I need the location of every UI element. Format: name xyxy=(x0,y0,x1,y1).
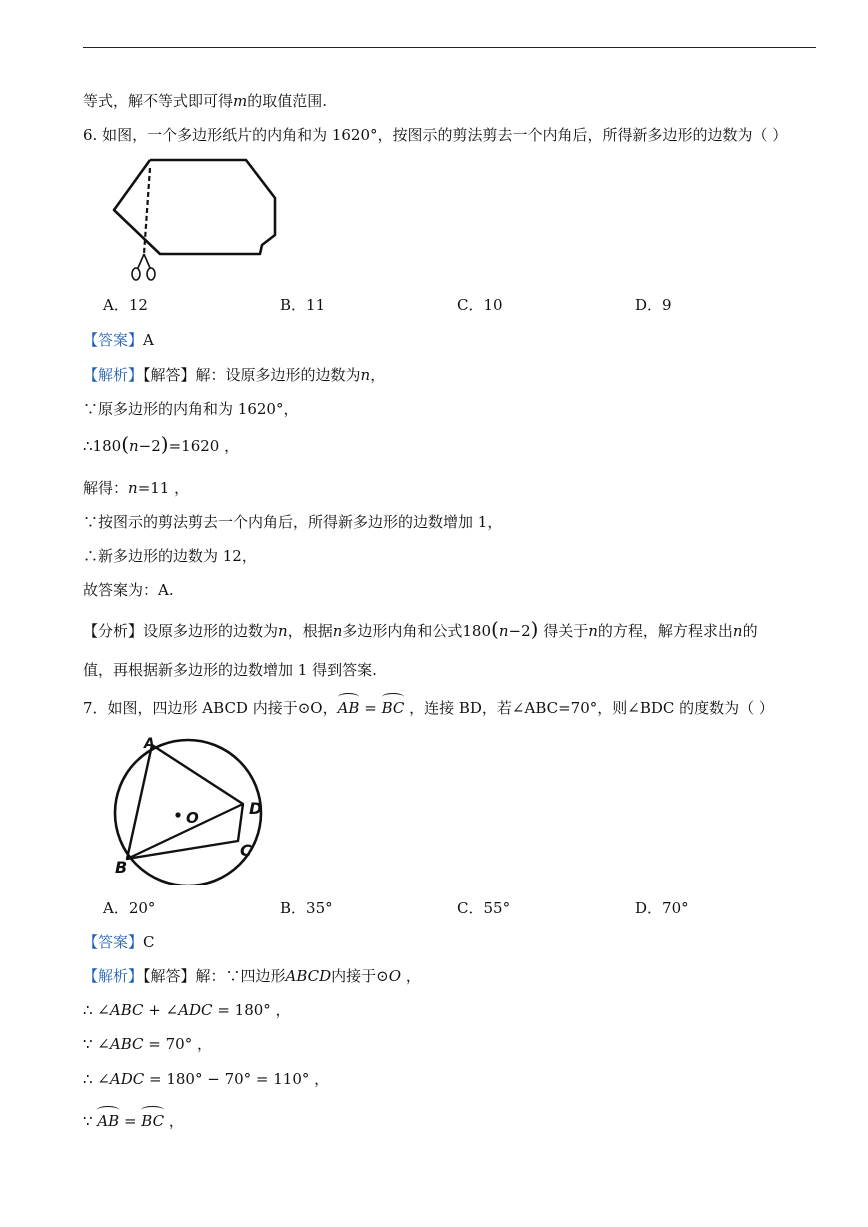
paren: ( xyxy=(491,617,499,641)
text-segment: 180 xyxy=(462,622,492,640)
q6-answer xyxy=(83,330,154,350)
text-segment: 内接于⊙ xyxy=(331,967,389,985)
answer-value: A xyxy=(143,331,154,349)
text-segment: ， xyxy=(370,366,386,384)
text-segment: ∴180 xyxy=(83,437,122,455)
header-rule xyxy=(83,47,816,48)
label-b: B xyxy=(115,858,128,877)
text-segment: 的取值范围. xyxy=(247,92,328,110)
arc-ab: AB xyxy=(337,699,360,717)
text-segment: 【解答】解：∵四边形 xyxy=(143,967,286,985)
paren: ( xyxy=(121,432,129,456)
q6-summary-line-1 xyxy=(83,619,758,641)
text-segment: ，连接 BD，若∠ABC=70°，则∠BDC 的度数为（ ） xyxy=(404,699,774,717)
answer-tag: 【答案】 xyxy=(83,933,144,951)
text-segment: 的方程，解方程求出 xyxy=(597,622,733,640)
text-segment: 的 xyxy=(742,622,758,640)
answer-value: C xyxy=(143,933,155,951)
label-c: C xyxy=(240,841,252,860)
math-var: ABC xyxy=(109,1035,144,1053)
text-segment: −2 xyxy=(138,437,161,455)
math-var: m xyxy=(233,92,248,110)
quadrilateral-abcd xyxy=(127,745,243,859)
label-a: A xyxy=(144,736,155,752)
math-var: n xyxy=(332,622,343,640)
text-segment: 得关于 xyxy=(538,622,589,640)
math-var: ABCD xyxy=(285,967,332,985)
text-segment: −2 xyxy=(508,622,531,640)
q7-circle-figure xyxy=(100,735,270,885)
q6-analysis-line-3 xyxy=(83,434,239,456)
text-segment: + ∠ xyxy=(143,1001,179,1019)
scissors-icon xyxy=(132,254,155,280)
q6-analysis-line-6: ∴新多边形的边数为 12， xyxy=(83,547,257,565)
q6-polygon-figure xyxy=(100,150,285,285)
q7-analysis-line-4 xyxy=(83,1069,329,1089)
text-segment: = xyxy=(119,1112,142,1130)
text-segment: =1620 ， xyxy=(168,437,240,455)
center-point xyxy=(175,812,180,817)
text-segment: = 70° ， xyxy=(143,1035,212,1053)
q7-analysis-line-1 xyxy=(83,966,421,986)
math-var: n xyxy=(588,622,598,640)
q6-analysis-line-2: ∵原多边形的内角和为 1620°， xyxy=(83,400,299,418)
q6-summary-line-2: 值，再根据新多边形的边数增加 1 得到答案. xyxy=(83,661,377,679)
text-segment: 【分析】设原多边形的边数为 xyxy=(83,622,279,640)
math-var: n xyxy=(129,437,139,455)
q7-option-a: A．20° xyxy=(103,899,156,917)
q7-question xyxy=(83,698,774,718)
label-o: O xyxy=(186,809,199,827)
text-segment: 多边形内角和公式 xyxy=(342,622,463,640)
text-segment: = xyxy=(359,699,382,717)
answer-tag: 【答案】 xyxy=(83,331,144,349)
text-segment: ∴ ∠ xyxy=(83,1001,110,1019)
arc-ab: AB xyxy=(97,1112,120,1130)
text-segment: ∵ ∠ xyxy=(83,1035,110,1053)
text-segment: = 180° − 70° = 110° ， xyxy=(144,1070,330,1088)
q7-option-b: B．35° xyxy=(280,899,333,917)
math-var: ADC xyxy=(178,1001,213,1019)
q6-question: 6. 如图，一个多边形纸片的内角和为 1620°，按图示的剪法剪去一个内角后，所得新多边形的边数为（ ） xyxy=(83,126,788,144)
text-segment: 解得： xyxy=(83,479,129,497)
text-segment: 【解答】解：设原多边形的边数为 xyxy=(143,366,361,384)
math-var: n xyxy=(732,622,743,640)
continued-text xyxy=(83,91,327,111)
analysis-tag: 【解析】 xyxy=(83,967,144,985)
math-var: n xyxy=(498,622,509,640)
text-segment: ∵ xyxy=(83,1112,98,1130)
q7-analysis-line-3 xyxy=(83,1034,212,1054)
text-segment: =11 ， xyxy=(137,479,190,497)
text-segment: ∴ ∠ xyxy=(83,1070,110,1088)
math-var: n xyxy=(278,622,288,640)
label-d: D xyxy=(249,799,263,818)
text-segment: = 180° ， xyxy=(212,1001,291,1019)
q7-analysis-line-5 xyxy=(83,1111,184,1131)
math-var: ADC xyxy=(109,1070,145,1088)
analysis-tag: 【解析】 xyxy=(83,366,144,384)
polygon-shape xyxy=(114,160,275,254)
arc-bc: BC xyxy=(141,1112,165,1130)
text-segment: ， xyxy=(401,967,421,985)
arc-bc: BC xyxy=(381,699,405,717)
math-var: n xyxy=(128,479,138,497)
q6-option-d: D．9 xyxy=(635,296,672,314)
math-var: n xyxy=(360,366,371,384)
q7-option-d: D．70° xyxy=(635,899,689,917)
text-segment: 7．如图，四边形 ABCD 内接于⊙O， xyxy=(83,699,338,717)
paren: ) xyxy=(530,617,539,641)
q6-option-b: B．11 xyxy=(280,296,326,314)
q6-option-a: A．12 xyxy=(103,296,148,314)
paren: ) xyxy=(160,432,169,456)
math-var: O xyxy=(388,967,402,985)
q7-analysis-line-2 xyxy=(83,1000,291,1020)
q6-analysis-line-7: 故答案为：A. xyxy=(83,581,174,599)
q6-option-c: C．10 xyxy=(457,296,503,314)
q6-analysis-line-1 xyxy=(83,365,385,385)
q6-analysis-line-5: ∵按图示的剪法剪去一个内角后，所得新多边形的边数增加 1， xyxy=(83,513,503,531)
math-var: ABC xyxy=(109,1001,144,1019)
text-segment: ，根据 xyxy=(287,622,333,640)
q7-option-c: C．55° xyxy=(457,899,511,917)
q7-answer xyxy=(83,932,155,952)
q6-analysis-line-4 xyxy=(83,478,189,498)
text-segment: 等式，解不等式即可得 xyxy=(83,92,234,110)
text-segment: ， xyxy=(164,1112,184,1130)
